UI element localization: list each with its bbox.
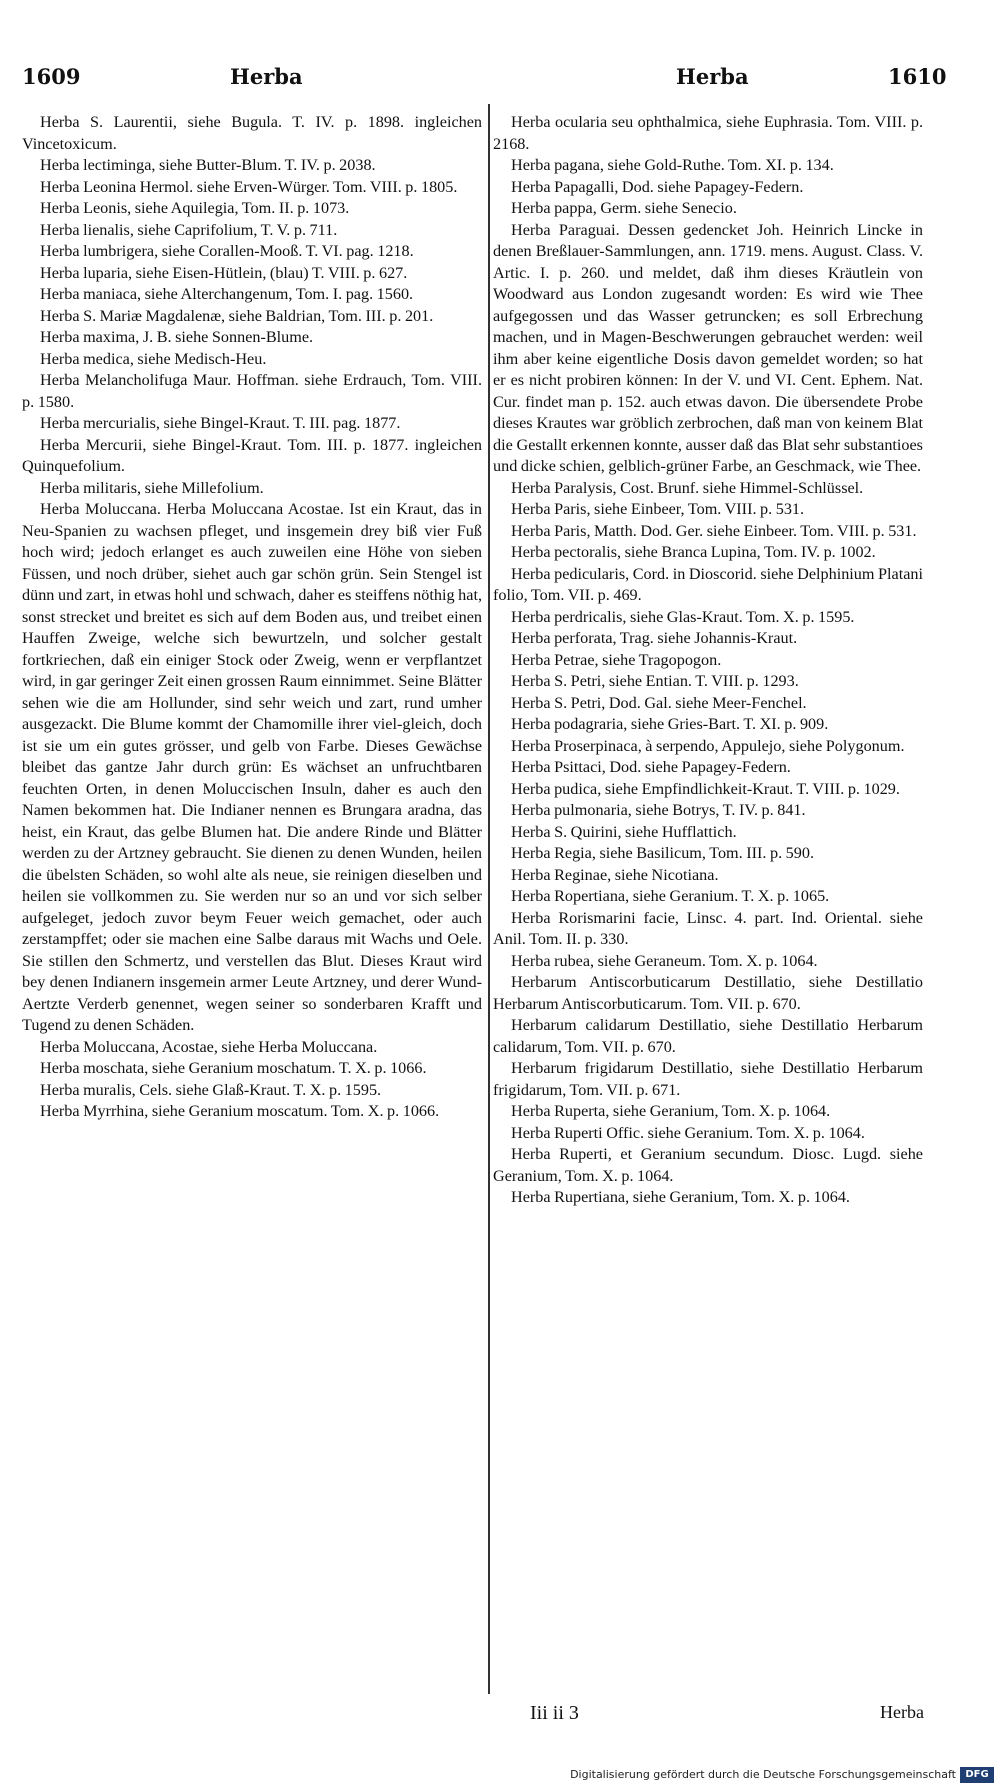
entry: Herba pappa, Germ. siehe Senecio.	[511, 199, 737, 217]
entry: Herba perforata, Trag. siehe Johannis-Kraut.	[511, 629, 798, 647]
entry: Herba Psittaci, Dod. siehe Papagey-Federn.	[511, 758, 791, 776]
left-running-title: Herba	[230, 64, 303, 89]
entry: Herba Moluccana. Herba Moluccana Acostae. Ist ein Kraut, das in Neu-Spanien zu wachsen pfleget, und insgemein drey biß vier Fuß hoch wird; jedoch erlanget es auch zuweilen eine Höhe von sieben Füssen, und noch drüber, siehet auch gar schön grün. Sein Stengel ist dünn und zart, in etwas hohl und schwach, daher es steiffens nöthig hat, sonst strecket und breitet es sich auf dem Boden aus, und treibet einen Hauffen Zweige, welche sich bewurtzeln, und solcher gestalt fortkriechen, daß ein einiger Stock oder Zweig, wenn er verpflantzet wird, in gar geringer Zeit einen grossen Raum einnimmet. Seine Blätter sehen wie die am Hollunder, sind sehr weich und zart, rund umher ausgezackt. Die Blume kommt der Chamomille ihrer viel-gleich, doch ist sie um ein gutes grösser, und gelb von Farbe. Dieses Gewächse bleibet das gantze Jahr durch grün: Es wächset an unfruchtbaren feuchten Orten, in denen Moluccischen Insuln, daher es auch den Namen bekommen hat. Die Indianer nennen es Brungara aradna, das heist, ein Kraut, das gelbe Blumen hat. Die andere Rinde und Blätter werden zu der Artzney gebraucht. Sie dienen zu denen Wunden, heilen die übelsten Schäden, so wohl alte als neue, sie reinigen dieselben und heilen sie vollkommen zu. Sie werden nur so an und vor sich selber aufgeleget, jedoch zuvor beym Feuer weich gemachet, oder auch zerstampffet; oder sie machen eine Salbe daraus mit Wachs und Oele. Sie stillen den Schmertz, und verstellen das Blut. Dieses Kraut wird bey denen Indianern insgemein armer Leute Artzney, und derer Wund-Aertzte Verderb genennet, wegen seiner so sonderbaren Krafft und Tugend zu denen Schäden.	[22, 500, 482, 1034]
entry: Herba Reginae, siehe Nicotiana.	[511, 865, 719, 884]
right-page-number: 1610	[888, 64, 947, 89]
entry: Herba Paralysis, Cost. Brunf. siehe Himmel-Schlüssel.	[511, 478, 864, 497]
entry: Herba pudica, siehe Empfindlichkeit-Kraut. T. VIII. p. 1029.	[511, 779, 900, 798]
entry: Herba Paraguai. Dessen gedencket Joh. Heinrich Lincke in denen Breßlauer-Sammlungen, ann. 1719. mens. August. Class. V. Artic. I. p. 260. und meldet, daß ihm dieses Kräutlein von Woodward aus London zugesandt worden: Es wird wie Thee aufgegossen und das Wasser getruncken; es soll Erbrechung machen, und in Magen-Beschwerungen gebrauchet werden: weil ihm aber keine eigentliche Dosis davon gemeldet worden; so hat er es nicht probiren können: In der V. und VI. Cent. Ephem. Nat. Cur. findet man p. 152. auch etwas davon. Die übersendete Probe dieses Krautes war gröblich zerbrochen, daß man von keinem Blat die Gestallt erkennen konnte, ausser daß das Blat sehr substantioes und dicke schien, gelblich-grüner Farbe, an Geschmack, wie Thee.	[493, 220, 923, 475]
entry: Herba lectiminga, siehe Butter-Blum. T. IV. p. 2038.	[40, 156, 376, 174]
entry: Herba S. Mariæ Magdalenæ, siehe Baldrian, Tom. III. p. 201.	[40, 306, 434, 325]
page-header	[22, 64, 947, 94]
entry: Herba S. Petri, Dod. Gal. siehe Meer-Fenchel.	[511, 693, 807, 712]
left-column	[22, 112, 482, 1123]
entry: Herba Paris, siehe Einbeer, Tom. VIII. p. 531.	[511, 500, 805, 518]
entry: Herba lumbrigera, siehe Corallen-Mooß. T. VI. pag. 1218.	[40, 242, 414, 260]
entry: Herba rubea, siehe Geraneum. Tom. X. p. 1064.	[511, 951, 818, 970]
digitization-credit: Digitalisierung gefördert durch die Deutsche Forschungsgemeinschaft	[570, 1768, 956, 1781]
entry: Herba pulmonaria, siehe Botrys, T. IV. p. 841.	[511, 801, 806, 819]
entry: Herba Ruperti, et Geranium secundum. Diosc. Lugd. siehe Geranium, Tom. X. p. 1064.	[493, 1145, 923, 1185]
right-column	[493, 112, 923, 1209]
entry: Herba maxima, J. B. siehe Sonnen-Blume.	[40, 328, 314, 346]
entry: Herba S. Laurentii, siehe Bugula. T. IV. p. 1898. ingleichen Vincetoxicum.	[22, 113, 482, 153]
entry: Herba Regia, siehe Basilicum, Tom. III. p. 590.	[511, 844, 815, 862]
entry: Herba lienalis, siehe Caprifolium, T. V. p. 711.	[40, 220, 338, 239]
entry: Herba mercurialis, siehe Bingel-Kraut. T. III. pag. 1877.	[40, 414, 401, 432]
entry: Herba Moluccana, Acostae, siehe Herba Moluccana.	[40, 1037, 378, 1056]
entry: Herba Petrae, siehe Tragopogon.	[511, 650, 722, 669]
entry: Herba Papagalli, Dod. siehe Papagey-Federn.	[511, 177, 804, 196]
entry: Herba medica, siehe Medisch-Heu.	[40, 349, 267, 368]
catchword: Herba	[880, 1702, 924, 1722]
entry: Herba pagana, siehe Gold-Ruthe. Tom. XI. p. 134.	[511, 156, 834, 174]
column-divider	[488, 104, 490, 1694]
entry: Herba S. Quirini, siehe Hufflattich.	[511, 822, 737, 841]
entry: Herba maniaca, siehe Alterchangenum, Tom. I. pag. 1560.	[40, 285, 414, 303]
entry: Herba moschata, siehe Geranium moschatum. T. X. p. 1066.	[40, 1059, 427, 1077]
entry: Herba Ruperta, siehe Geranium, Tom. X. p. 1064.	[511, 1102, 831, 1120]
entry: Herba muralis, Cels. siehe Glaß-Kraut. T. X. p. 1595.	[40, 1080, 382, 1099]
entry: Herba Rorismarini facie, Linsc. 4. part. Ind. Oriental. siehe Anil. Tom. II. p. 330.	[493, 908, 923, 948]
entry: Herba luparia, siehe Eisen-Hütlein, (blau) T. VIII. p. 627.	[40, 263, 408, 282]
entry: Herba Ropertiana, siehe Geranium. T. X. p. 1065.	[511, 887, 830, 905]
entry: Herba Paris, Matth. Dod. Ger. siehe Einbeer. Tom. VIII. p. 531.	[511, 521, 917, 540]
left-page-number: 1609	[22, 64, 81, 89]
entry: Herba ocularia seu ophthalmica, siehe Euphrasia. Tom. VIII. p. 2168.	[493, 113, 923, 153]
entry: Herba Proserpinaca, à serpendo, Appulejo, siehe Polygonum.	[511, 736, 905, 755]
entry: Herba militaris, siehe Millefolium.	[40, 478, 264, 497]
dfg-logo: DFG	[960, 1767, 994, 1783]
entry: Herba Leonina Hermol. siehe Erven-Würger. Tom. VIII. p. 1805.	[40, 177, 458, 196]
entry: Herbarum frigidarum Destillatio, siehe Destillatio Herbarum frigidarum, Tom. VII. p. 671.	[493, 1059, 923, 1099]
entry: Herba pedicularis, Cord. in Dioscorid. siehe Delphinium Platani folio, Tom. VII. p. 469.	[493, 564, 923, 604]
entry: Herbarum calidarum Destillatio, siehe Destillatio Herbarum calidarum, Tom. VII. p. 670.	[493, 1016, 923, 1056]
entry: Herba podagraria, siehe Gries-Bart. T. XI. p. 909.	[511, 715, 829, 733]
entry: Herba Rupertiana, siehe Geranium, Tom. X. p. 1064.	[511, 1188, 850, 1206]
entry: Herba perdricalis, siehe Glas-Kraut. Tom. X. p. 1595.	[511, 607, 855, 626]
entry: Herbarum Antiscorbuticarum Destillatio, siehe Destillatio Herbarum Antiscorbuticarum. Tom. VII. p. 670.	[493, 973, 923, 1013]
entry: Herba Melancholifuga Maur. Hoffman. siehe Erdrauch, Tom. VIII. p. 1580.	[22, 371, 482, 411]
entry: Herba Myrrhina, siehe Geranium moscatum. Tom. X. p. 1066.	[40, 1102, 440, 1120]
entry: Herba Ruperti Offic. siehe Geranium. Tom. X. p. 1064.	[511, 1123, 865, 1142]
entry: Herba S. Petri, siehe Entian. T. VIII. p. 1293.	[511, 672, 799, 690]
signature-mark: Iii ii 3	[530, 1702, 579, 1724]
entry: Herba Mercurii, siehe Bingel-Kraut. Tom. III. p. 1877. ingleichen Quinquefolium.	[22, 435, 482, 475]
entry: Herba pectoralis, siehe Branca Lupina, Tom. IV. p. 1002.	[511, 543, 876, 561]
entry: Herba Leonis, siehe Aquilegia, Tom. II. p. 1073.	[40, 199, 350, 217]
right-running-title: Herba	[676, 64, 749, 89]
